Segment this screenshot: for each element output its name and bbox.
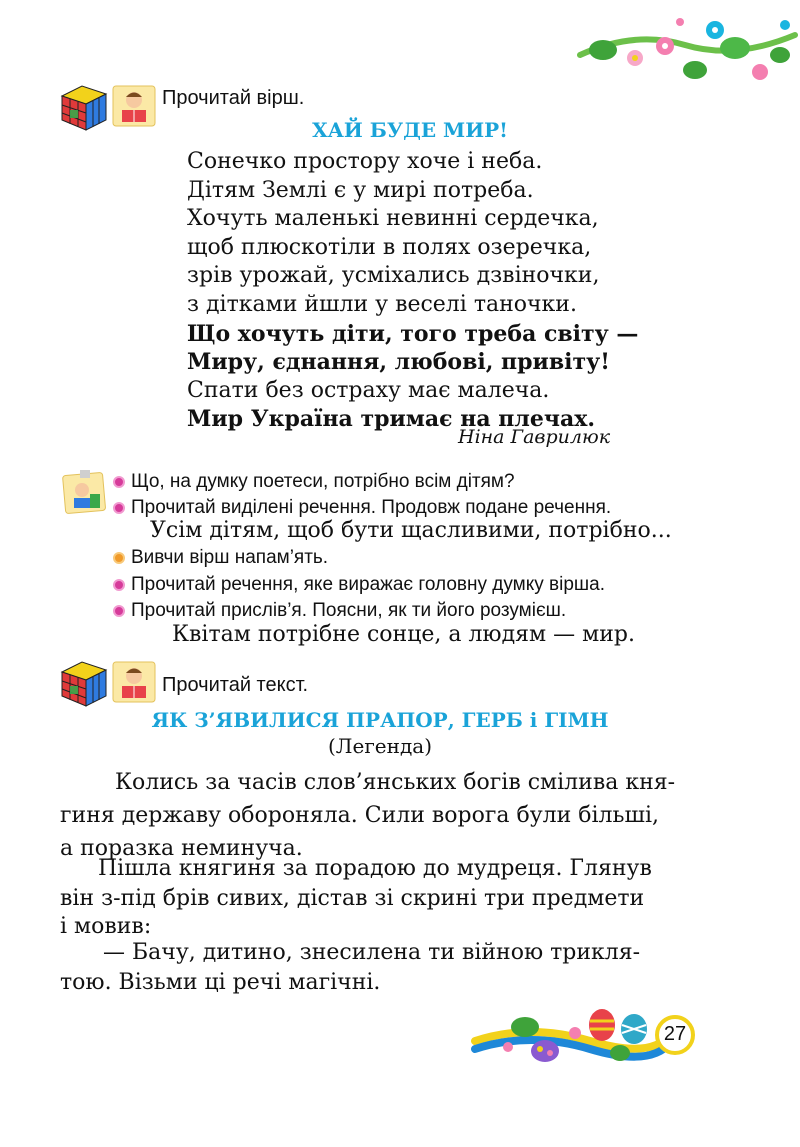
rubiks-cube-icon	[58, 82, 110, 132]
prose-line: Колись за часів слов’янських богів смілива кня-	[115, 770, 676, 795]
task-text: Що, на думку поетеси, потрібно всім дітям?	[131, 471, 515, 492]
prose-line: гиня державу обороняла. Сили ворога були більші,	[60, 803, 659, 828]
note-child-icon	[60, 468, 110, 516]
task-text: Прочитай виділені речення. Продовж подане речення.	[131, 497, 612, 518]
section2-instruction: Прочитай текст.	[162, 674, 309, 696]
poem-body	[187, 149, 638, 435]
task-item	[113, 598, 605, 624]
prose-line: Пішла княгиня за порадою до мудреця. Глянув	[98, 856, 652, 881]
reading-child-icon	[110, 82, 158, 130]
flower-garland-decoration	[575, 10, 800, 85]
proverb: Квітам потрібне сонце, а людям — мир.	[172, 622, 635, 647]
task-item	[113, 544, 605, 572]
section1-instruction: Прочитай вірш.	[162, 87, 305, 109]
poem-author: Ніна Гаврилюк	[458, 426, 611, 448]
poem-line: Хочуть маленькі невинні сердечка,	[187, 206, 599, 232]
poem-line: Мир Україна тримає на плечах.	[187, 406, 595, 433]
task-text: Прочитай речення, яке виражає головну думку вірша.	[131, 574, 605, 595]
bullet-icon	[113, 579, 125, 591]
bullet-icon	[113, 476, 125, 488]
poem-title: ХАЙ БУДЕ МИР!	[312, 118, 508, 142]
poem-line: Що хочуть діти, того треба світу —	[187, 320, 639, 347]
bullet-icon	[113, 552, 125, 564]
prose-line: тою. Візьми ці речі магічні.	[60, 970, 381, 995]
task-item	[113, 572, 605, 598]
task-text: Вивчи вірш напам’ять.	[131, 547, 329, 568]
prose-line: і мовив:	[60, 914, 152, 939]
page-number: 27	[663, 1023, 687, 1045]
task-text: Прочитай прислів’я. Поясни, як ти його розумієш.	[131, 600, 567, 621]
poem-line: Спати без остраху має малеча.	[187, 377, 550, 403]
text-subtitle: (Легенда)	[327, 734, 432, 758]
reading-child-icon	[110, 658, 158, 706]
text-title: ЯК З’ЯВИЛИСЯ ПРАПОР, ГЕРБ і ГІМН	[151, 708, 609, 732]
task-list	[113, 469, 611, 521]
prose-line: а поразка неминуча.	[60, 836, 303, 861]
poem-line: з дітками йшли у веселі таночки.	[187, 291, 577, 317]
prose-line: він з-під брів сивих, дістав зі скрині три предмети	[60, 886, 645, 911]
sentence-start: Усім дітям, щоб бути щасливими, потрібно...	[150, 518, 672, 543]
poem-line: Сонечко простору хоче і неба.	[187, 149, 543, 174]
task-item	[113, 469, 611, 495]
poem-line: Миру, єднання, любові, привіту!	[187, 349, 610, 376]
task-list-continued	[113, 544, 605, 624]
rubiks-cube-icon	[58, 658, 110, 708]
prose-line: — Бачу, дитино, знесилена ти війною трикля-	[103, 940, 641, 965]
poem-line: щоб плюскотіли в полях озеречка,	[187, 234, 592, 260]
bullet-icon	[113, 502, 125, 514]
poem-line: Дітям Землі є у мирі потреба.	[187, 177, 534, 203]
bullet-icon	[113, 605, 125, 617]
poem-line: зрів урожай, усміхались дзвіночки,	[187, 263, 600, 289]
